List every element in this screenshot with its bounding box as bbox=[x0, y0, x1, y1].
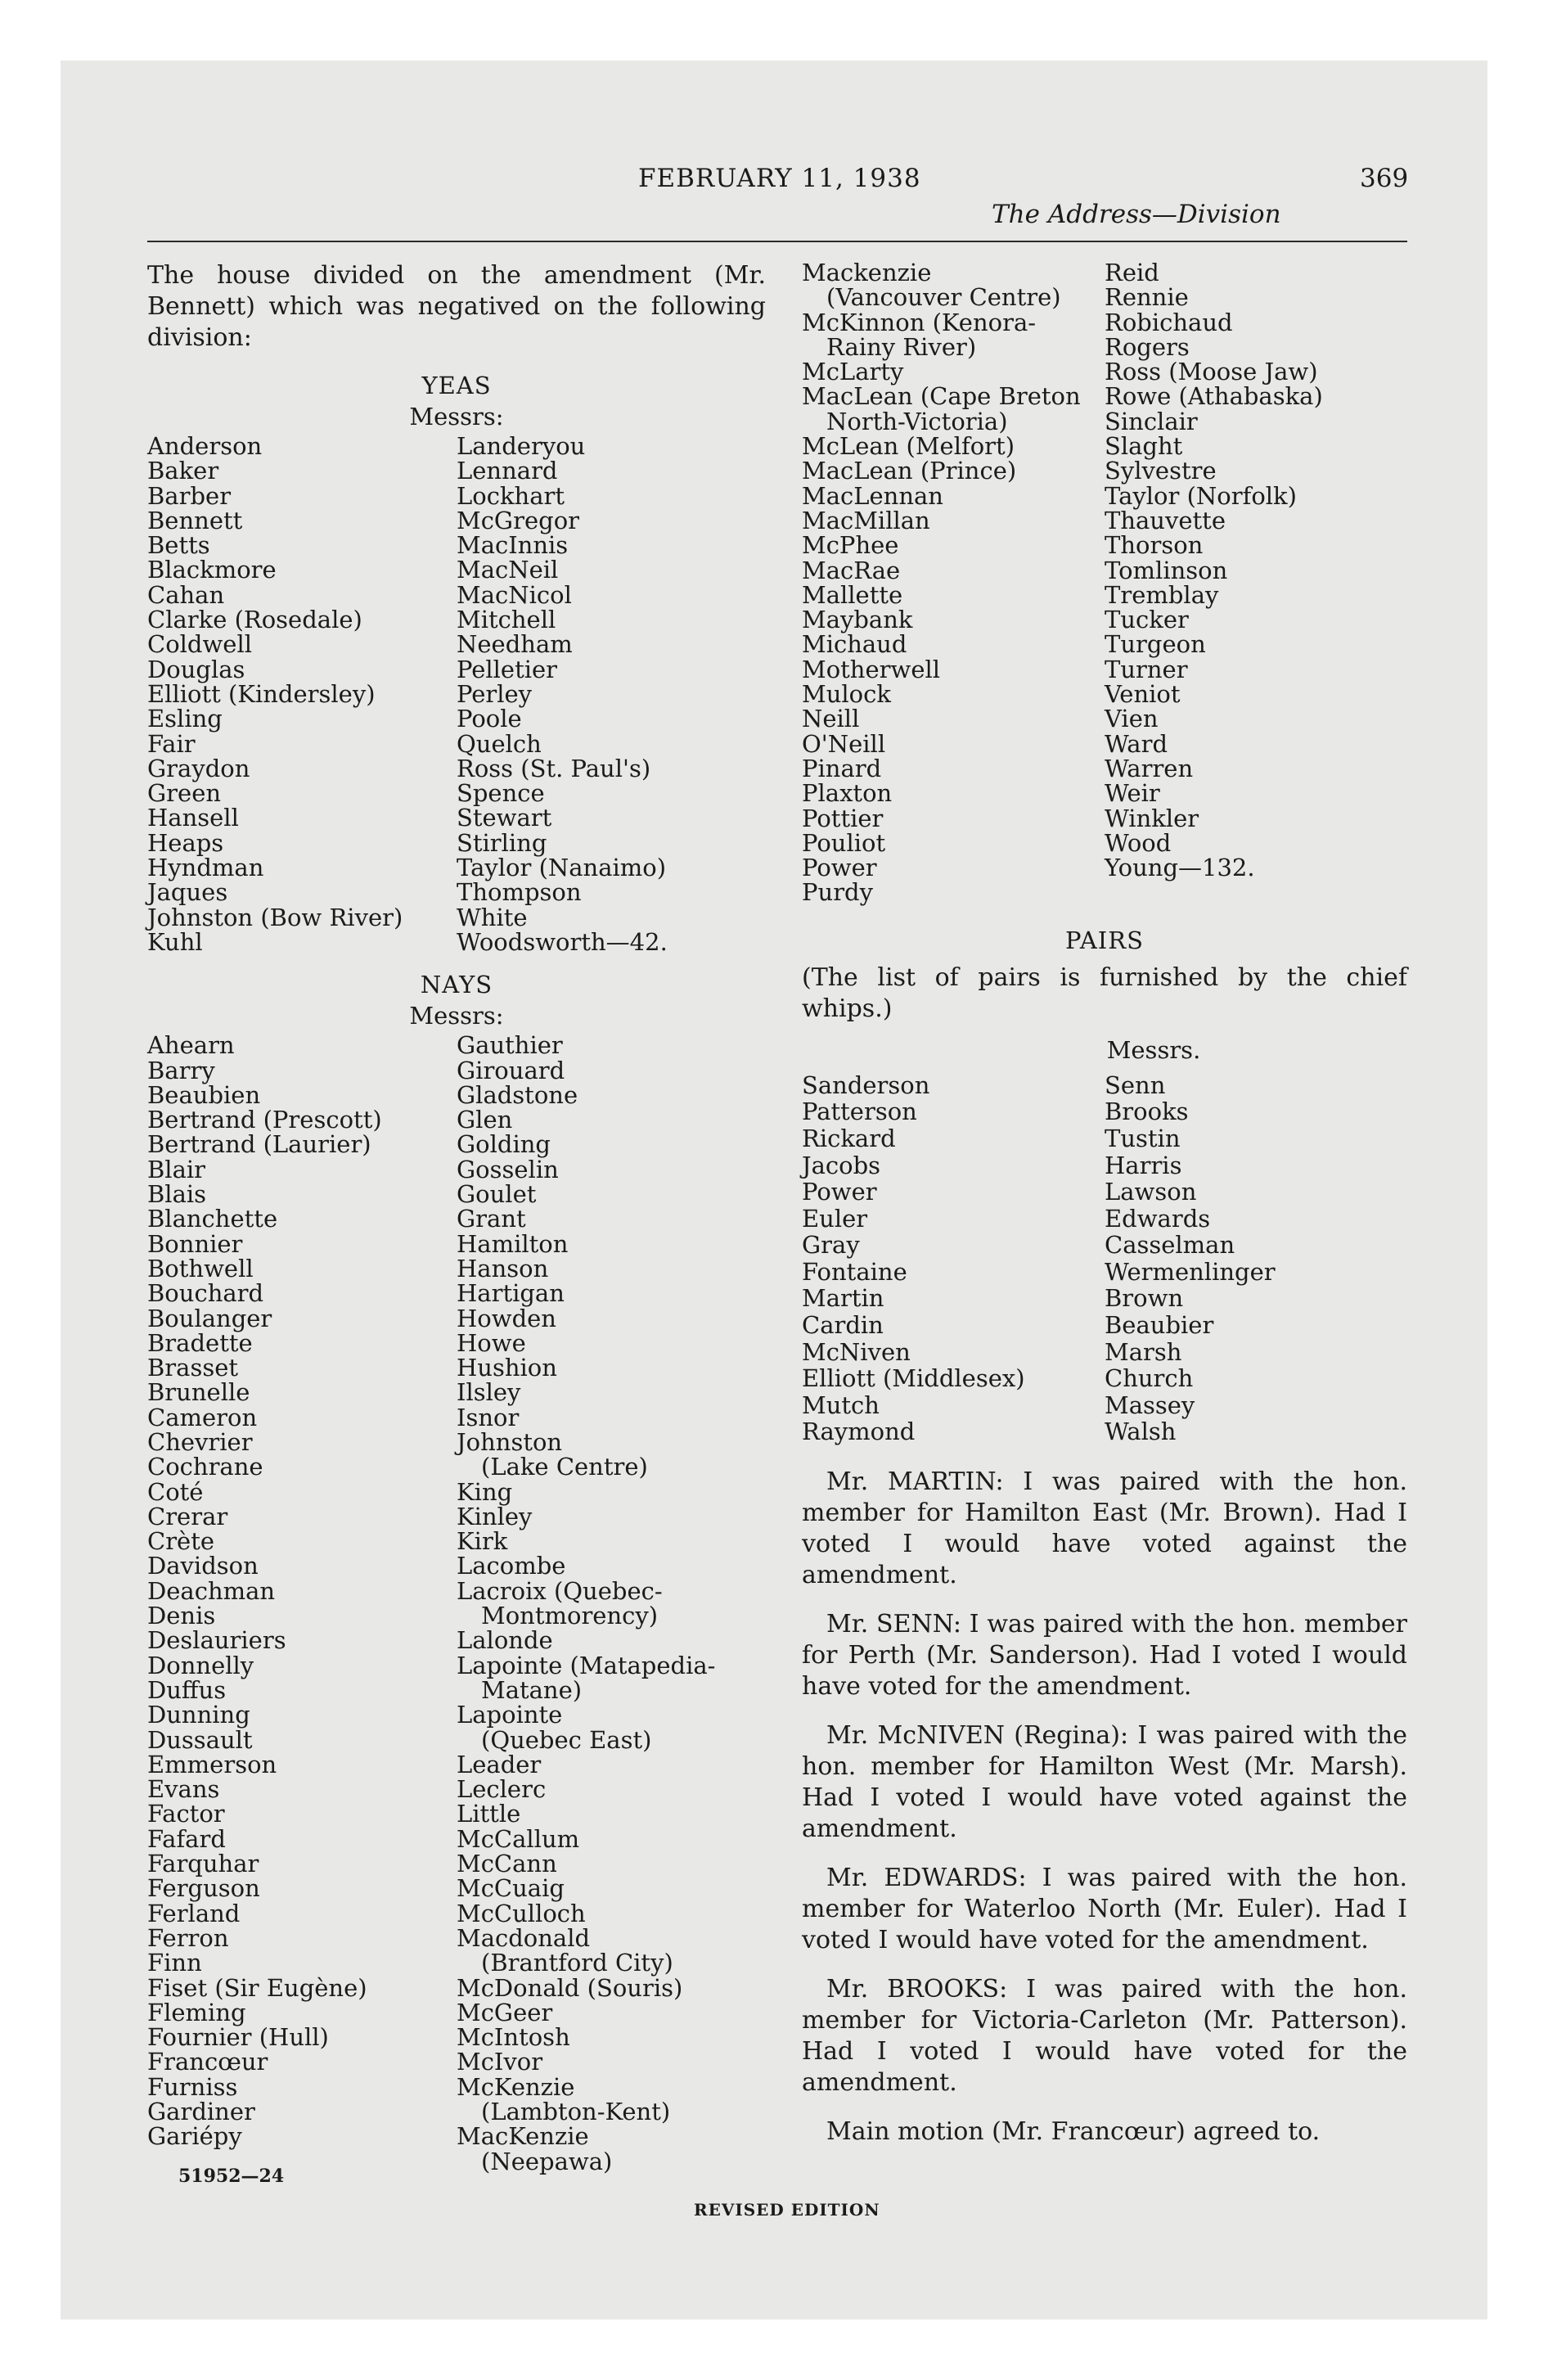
member-name: Brooks bbox=[1105, 1098, 1189, 1126]
member-name: Ross (St. Paul's) bbox=[457, 754, 651, 782]
nays-list-col3 bbox=[802, 260, 1105, 905]
pair-statements bbox=[802, 1467, 1407, 2148]
member-name: Marsh bbox=[1105, 1337, 1182, 1366]
yeas-heading: YEAS bbox=[421, 372, 492, 399]
member-name: (Vancouver Centre) bbox=[826, 283, 1061, 312]
member-name: Lawson bbox=[1105, 1178, 1197, 1206]
member-name: Lapointe bbox=[457, 1701, 563, 1729]
member-name: Euler bbox=[802, 1204, 868, 1233]
member-name: Heaps bbox=[147, 828, 224, 857]
member-name: Kuhl bbox=[147, 927, 203, 956]
pair-statement: Mr. EDWARDS: I was paired with the hon. member for Waterloo North (Mr. Euler). Had I voted I would have voted for the amendment. bbox=[802, 1864, 1407, 1955]
member-name: King bbox=[457, 1477, 513, 1506]
member-name: McCann bbox=[457, 1850, 557, 1878]
member-name: MacKenzie bbox=[457, 2122, 589, 2151]
member-name: Finn bbox=[147, 1949, 202, 1977]
member-name: Pouliot bbox=[802, 828, 886, 857]
member-name: Stewart bbox=[457, 804, 552, 832]
member-name: Mutch bbox=[802, 1391, 880, 1419]
member-name: Dussault bbox=[147, 1725, 253, 1754]
member-name: Motherwell bbox=[802, 655, 941, 683]
nays-lists-continued bbox=[802, 260, 1407, 905]
member-name: Ferron bbox=[147, 1923, 229, 1952]
member-name: Coté bbox=[147, 1477, 204, 1506]
member-name: Hanson bbox=[457, 1254, 549, 1282]
member-name: McKenzie bbox=[457, 2072, 575, 2101]
member-name: Turgeon bbox=[1105, 630, 1206, 659]
member-name: Johnston (Bow River) bbox=[147, 903, 403, 931]
member-name: Graydon bbox=[147, 754, 250, 782]
member-name: Cameron bbox=[147, 1403, 258, 1431]
member-name: McNiven bbox=[802, 1337, 911, 1366]
member-name: Robichaud bbox=[1105, 308, 1233, 336]
member-name: McCulloch bbox=[457, 1899, 586, 1927]
page-date: FEBRUARY 11, 1938 bbox=[638, 164, 921, 193]
nays-heading: NAYS bbox=[420, 971, 493, 999]
nays-list-col4 bbox=[1105, 260, 1323, 905]
member-name: MacLennan bbox=[802, 481, 943, 510]
member-name: Needham bbox=[457, 630, 573, 659]
member-name: Factor bbox=[147, 1800, 225, 1828]
member-name: Blanchette bbox=[147, 1205, 278, 1233]
page-number: 369 bbox=[1360, 164, 1409, 193]
member-name: MacLean (Cape Breton bbox=[802, 382, 1081, 411]
member-name: Barber bbox=[147, 481, 232, 510]
member-name: Pelletier bbox=[457, 655, 558, 683]
member-name: Tomlinson bbox=[1105, 556, 1228, 584]
member-name: Landeryou bbox=[457, 432, 586, 460]
member-name: Ahearn bbox=[147, 1031, 235, 1060]
member-name: Gray bbox=[802, 1231, 860, 1260]
member-name: McIvor bbox=[457, 2048, 543, 2076]
member-name: McCuaig bbox=[457, 1874, 565, 1903]
member-name: Rainy River) bbox=[826, 332, 977, 361]
member-name: McDonald (Souris) bbox=[457, 1973, 683, 2002]
member-name: Harris bbox=[1105, 1151, 1182, 1179]
member-name: Taylor (Nanaimo) bbox=[457, 854, 667, 882]
member-name: (Lambton-Kent) bbox=[481, 2098, 671, 2125]
member-name: Maybank bbox=[802, 606, 913, 634]
member-name: Winkler bbox=[1105, 804, 1199, 832]
pairs-messrs: Messrs. bbox=[1106, 1035, 1201, 1064]
member-name: Gladstone bbox=[457, 1080, 578, 1109]
member-name: Tustin bbox=[1105, 1124, 1181, 1152]
member-name: Fontaine bbox=[802, 1257, 907, 1286]
member-name: Sinclair bbox=[1105, 407, 1198, 435]
member-name: Turner bbox=[1105, 655, 1188, 683]
member-name: Ferland bbox=[147, 1899, 241, 1927]
page-subtitle: The Address—Division bbox=[992, 200, 1281, 229]
member-name: Massey bbox=[1105, 1391, 1195, 1419]
member-name: Tucker bbox=[1105, 606, 1189, 634]
member-name: Dunning bbox=[147, 1701, 250, 1729]
member-name: Hamilton bbox=[457, 1229, 569, 1258]
member-name: Mitchell bbox=[457, 606, 556, 634]
member-name: Esling bbox=[147, 705, 223, 733]
member-name: Lacroix (Quebec- bbox=[457, 1576, 663, 1605]
member-name: Mallette bbox=[802, 580, 903, 609]
member-name: Thorson bbox=[1105, 531, 1204, 560]
member-name: Lalonde bbox=[457, 1626, 553, 1655]
member-name: Hushion bbox=[457, 1354, 557, 1382]
member-name: Poole bbox=[457, 705, 522, 733]
member-name: Crète bbox=[147, 1527, 215, 1556]
member-name: Ross (Moose Jaw) bbox=[1105, 358, 1318, 386]
member-name: Matane) bbox=[481, 1675, 583, 1704]
nays-messrs: Messrs: bbox=[409, 1002, 504, 1030]
member-name: Walsh bbox=[1105, 1418, 1177, 1446]
member-name: Bradette bbox=[147, 1328, 253, 1357]
member-name: Wood bbox=[1105, 828, 1172, 857]
pair-statement: Mr. McNIVEN (Regina): I was paired with the hon. member for Hamilton West (Mr. Marsh). Had I voted I would have voted against the amendment. bbox=[802, 1721, 1407, 1844]
yeas-list-col1 bbox=[147, 434, 457, 954]
member-name: Francœur bbox=[147, 2048, 268, 2076]
member-name: Douglas bbox=[147, 655, 245, 683]
member-name: Rowe (Athabaska) bbox=[1105, 382, 1323, 411]
member-name: McCallum bbox=[457, 1824, 580, 1853]
member-name: McGregor bbox=[457, 506, 580, 534]
member-name: Wermenlinger bbox=[1105, 1257, 1276, 1286]
member-name: Plaxton bbox=[802, 779, 893, 808]
member-name: Brunelle bbox=[147, 1378, 250, 1407]
member-name: Duffus bbox=[147, 1675, 227, 1704]
member-name: Farquhar bbox=[147, 1850, 259, 1878]
member-name: MacLean (Prince) bbox=[802, 457, 1017, 485]
member-name: Green bbox=[147, 779, 222, 808]
member-name: Weir bbox=[1105, 779, 1160, 808]
member-name: Hartigan bbox=[457, 1279, 565, 1308]
member-name: Deslauriers bbox=[147, 1626, 286, 1655]
member-name: Brasset bbox=[147, 1354, 239, 1382]
member-name: Coldwell bbox=[147, 630, 253, 659]
member-name: Deachman bbox=[147, 1576, 276, 1605]
member-name: Blackmore bbox=[147, 556, 277, 584]
member-name: Slaght bbox=[1105, 432, 1183, 461]
member-name: Evans bbox=[147, 1775, 220, 1804]
member-name: Pottier bbox=[802, 804, 884, 832]
member-name: McPhee bbox=[802, 531, 899, 560]
member-name: Casselman bbox=[1105, 1231, 1235, 1260]
member-name: Howe bbox=[457, 1328, 526, 1357]
member-name: Blais bbox=[147, 1180, 207, 1209]
member-name: Warren bbox=[1105, 754, 1194, 782]
member-name: Hyndman bbox=[147, 854, 264, 882]
member-name: Emmerson bbox=[147, 1750, 277, 1778]
member-name: (Brantford City) bbox=[481, 1949, 673, 1977]
member-name: Tremblay bbox=[1105, 580, 1219, 609]
member-name: Brown bbox=[1105, 1284, 1184, 1313]
member-name: Isnor bbox=[457, 1403, 520, 1431]
member-name: Bonnier bbox=[147, 1229, 243, 1258]
nays-list-col1 bbox=[147, 1033, 457, 2174]
member-name: Gauthier bbox=[457, 1031, 563, 1060]
yeas-list-col2 bbox=[457, 434, 668, 954]
member-name: Cahan bbox=[147, 580, 225, 609]
member-name: McKinnon (Kenora- bbox=[802, 308, 1037, 336]
member-name: Mackenzie bbox=[802, 259, 932, 286]
member-name: Cardin bbox=[802, 1311, 884, 1340]
member-name: Thompson bbox=[457, 878, 582, 907]
member-name: Leclerc bbox=[457, 1775, 547, 1804]
footer-edition: REVISED EDITION bbox=[694, 2200, 880, 2220]
member-name: Gariépy bbox=[147, 2122, 242, 2151]
member-name: Patterson bbox=[802, 1098, 917, 1126]
member-name: Ilsley bbox=[457, 1378, 521, 1407]
pairs-list-col2 bbox=[1105, 1072, 1276, 1445]
member-name: Johnston bbox=[457, 1427, 563, 1456]
member-name: Little bbox=[457, 1800, 521, 1828]
member-name: Elliott (Kindersley) bbox=[147, 679, 376, 708]
member-name: MacNeil bbox=[457, 556, 559, 584]
yeas-lists bbox=[147, 434, 766, 954]
member-name: Lockhart bbox=[457, 481, 565, 510]
member-name: Rickard bbox=[802, 1124, 896, 1152]
member-name: Lacombe bbox=[457, 1552, 566, 1580]
member-name: Fafard bbox=[147, 1824, 226, 1853]
pair-statement: Mr. BROOKS: I was paired with the hon. member for Victoria-Carleton (Mr. Patterson). Had I voted I would have voted for the amendment. bbox=[802, 1975, 1407, 2098]
member-name: Bothwell bbox=[147, 1254, 254, 1282]
member-name: Denis bbox=[147, 1602, 216, 1630]
member-name: Boulanger bbox=[147, 1304, 272, 1332]
member-name: McLean (Melfort) bbox=[802, 432, 1015, 461]
member-name: Ferguson bbox=[147, 1874, 260, 1903]
member-name: Baker bbox=[147, 457, 219, 485]
pairs-heading: PAIRS bbox=[1065, 926, 1144, 954]
member-name: Anderson bbox=[147, 432, 263, 460]
member-name: MacMillan bbox=[802, 506, 930, 534]
member-name: Bennett bbox=[147, 506, 243, 534]
member-name: Fair bbox=[147, 729, 196, 758]
member-name: Betts bbox=[147, 531, 210, 560]
member-name: Donnelly bbox=[147, 1651, 254, 1679]
member-name: Fleming bbox=[147, 1998, 246, 2026]
member-name: Girouard bbox=[457, 1056, 565, 1084]
member-name: Edwards bbox=[1105, 1204, 1211, 1233]
member-name: (Neepawa) bbox=[481, 2147, 613, 2175]
pairs-note: (The list of pairs is furnished by the chief whips.) bbox=[802, 962, 1407, 1023]
member-name: Bouchard bbox=[147, 1279, 264, 1308]
member-name: Taylor (Norfolk) bbox=[1105, 481, 1297, 510]
member-name: Blair bbox=[147, 1155, 206, 1183]
member-name: Power bbox=[802, 854, 877, 882]
division-intro: The house divided on the amendment (Mr. Bennett) which was negatived on the following division: bbox=[147, 261, 766, 352]
member-name: Barry bbox=[147, 1056, 215, 1084]
member-name: Furniss bbox=[147, 2072, 238, 2101]
member-name: Stirling bbox=[457, 828, 547, 857]
member-name: Rennie bbox=[1105, 283, 1189, 312]
member-name: Michaud bbox=[802, 630, 907, 659]
footer-code: 51952—24 bbox=[178, 2166, 285, 2187]
member-name: Lennard bbox=[457, 457, 558, 485]
member-name: Bertrand (Prescott) bbox=[147, 1106, 382, 1134]
member-name: Kinley bbox=[457, 1502, 533, 1530]
member-name: Leader bbox=[457, 1750, 542, 1778]
member-name: MacNicol bbox=[457, 580, 572, 609]
nays-list-col2 bbox=[457, 1033, 715, 2174]
member-name: Reid bbox=[1105, 259, 1159, 286]
member-name: (Lake Centre) bbox=[481, 1453, 648, 1481]
member-name: O'Neill bbox=[802, 729, 886, 758]
member-name: Fournier (Hull) bbox=[147, 2023, 329, 2052]
member-name: Woodsworth—42. bbox=[457, 927, 668, 956]
member-name: Veniot bbox=[1105, 680, 1181, 709]
member-name: Chevrier bbox=[147, 1427, 253, 1456]
member-name: Davidson bbox=[147, 1552, 259, 1580]
member-name: McLarty bbox=[802, 358, 904, 386]
member-name: Beaubien bbox=[147, 1080, 261, 1109]
member-name: Macdonald bbox=[457, 1923, 591, 1952]
member-name: Quelch bbox=[457, 729, 542, 758]
member-name: Sylvestre bbox=[1105, 457, 1217, 485]
member-name: Rogers bbox=[1105, 332, 1190, 361]
member-name: Golding bbox=[457, 1130, 551, 1159]
pair-statement: Mr. SENN: I was paired with the hon. member for Perth (Mr. Sanderson). Had I voted I would have voted for the amendment. bbox=[802, 1610, 1407, 1702]
right-column bbox=[802, 260, 1407, 2166]
member-name: Purdy bbox=[802, 878, 873, 907]
member-name: Perley bbox=[457, 679, 533, 708]
member-name: Martin bbox=[802, 1284, 884, 1313]
member-name: Raymond bbox=[802, 1418, 916, 1446]
member-name: Kirk bbox=[457, 1527, 508, 1556]
member-name: Spence bbox=[457, 779, 545, 808]
pairs-list-col1 bbox=[802, 1072, 1105, 1445]
member-name: Lapointe (Matapedia- bbox=[457, 1651, 716, 1679]
member-name: Church bbox=[1105, 1364, 1194, 1393]
member-name: MacInnis bbox=[457, 531, 569, 560]
member-name: MacRae bbox=[802, 556, 901, 584]
member-name: Hansell bbox=[147, 804, 239, 832]
member-name: Bertrand (Laurier) bbox=[147, 1130, 371, 1159]
member-name: Cochrane bbox=[147, 1453, 263, 1481]
member-name: Gosselin bbox=[457, 1155, 559, 1183]
pair-statement: Main motion (Mr. Francœur) agreed to. bbox=[826, 2117, 1321, 2147]
yeas-messrs: Messrs: bbox=[409, 403, 504, 430]
member-name: Clarke (Rosedale) bbox=[147, 606, 362, 634]
member-name: Young—132. bbox=[1105, 854, 1255, 882]
member-name: Jacobs bbox=[802, 1151, 881, 1179]
member-name: Grant bbox=[457, 1205, 526, 1233]
member-name: Howden bbox=[457, 1304, 556, 1332]
nays-lists bbox=[147, 1033, 766, 2174]
member-name: Vien bbox=[1105, 705, 1159, 733]
member-name: Mulock bbox=[802, 680, 891, 709]
member-name: Montmorency) bbox=[481, 1602, 659, 1630]
pairs-lists bbox=[802, 1072, 1407, 1445]
member-name: Sanderson bbox=[802, 1071, 930, 1099]
member-name: Beaubier bbox=[1105, 1311, 1214, 1340]
member-name: Pinard bbox=[802, 754, 882, 782]
member-name: Fiset (Sir Eugène) bbox=[147, 1973, 367, 2002]
pair-statement: Mr. MARTIN: I was paired with the hon. member for Hamilton East (Mr. Brown). Had I voted I would have voted against the amendment. bbox=[802, 1467, 1407, 1590]
member-name: Jaques bbox=[147, 878, 228, 907]
member-name: Ward bbox=[1105, 729, 1168, 758]
member-name: White bbox=[457, 903, 528, 931]
member-name: Senn bbox=[1105, 1071, 1166, 1099]
member-name: (Quebec East) bbox=[481, 1725, 652, 1754]
member-name: Crerar bbox=[147, 1502, 228, 1530]
member-name: McGeer bbox=[457, 1998, 553, 2026]
member-name: North-Victoria) bbox=[826, 407, 1008, 435]
left-column bbox=[147, 260, 766, 2174]
member-name: Goulet bbox=[457, 1180, 537, 1209]
member-name: Power bbox=[802, 1178, 877, 1206]
member-name: Gardiner bbox=[147, 2098, 255, 2125]
member-name: Thauvette bbox=[1105, 506, 1226, 534]
member-name: Glen bbox=[457, 1106, 513, 1134]
member-name: Elliott (Middlesex) bbox=[802, 1364, 1025, 1393]
header-rule bbox=[147, 241, 1407, 242]
member-name: McIntosh bbox=[457, 2023, 570, 2052]
member-name: Neill bbox=[802, 705, 860, 733]
